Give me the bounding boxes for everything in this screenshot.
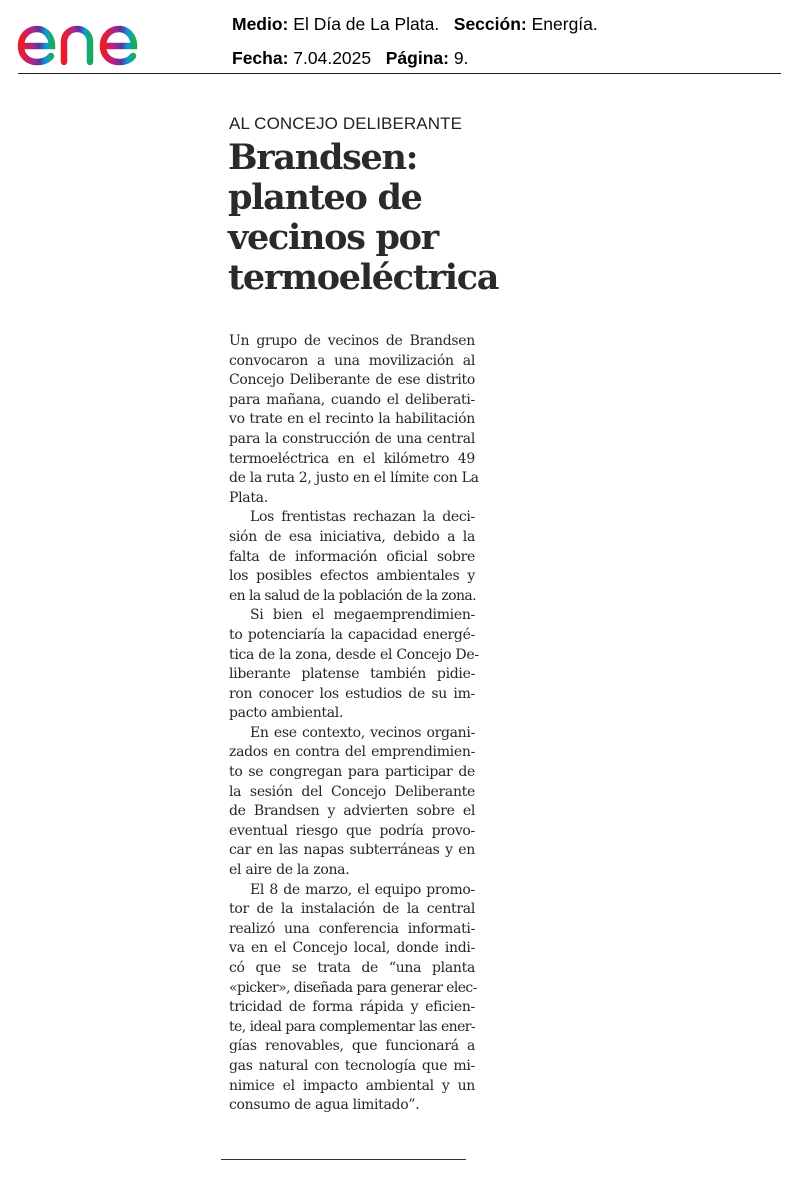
body-line: pacto ambiental. [229, 705, 344, 722]
body-line: Los frentistas rechazan la deci- [250, 509, 475, 526]
body-line: de Brandsen y advierten sobre el [229, 803, 475, 820]
pagina-value: 9. [453, 48, 469, 68]
body-line: gas natural con tecnología que mi- [229, 1057, 475, 1074]
body-line: de la ruta 2, justo en el límite con La [229, 470, 479, 487]
body-line: Plata. [229, 489, 268, 506]
body-line: Si bien el megaemprendimien- [250, 607, 475, 624]
article-end-rule [221, 1159, 466, 1160]
body-line: tricidad de forma rápida y eficien- [229, 999, 475, 1016]
body-line: tor de la instalación de la central [229, 901, 475, 918]
body-line: falta de información oficial sobre [229, 548, 475, 565]
body-line: sión de esa iniciativa, debido a la [229, 528, 475, 545]
body-line: gías renovables, que funcionará a [229, 1038, 475, 1055]
body-line: car en las napas subterráneas y en [229, 842, 475, 859]
body-line: zados en contra del emprendimien- [229, 744, 475, 761]
headline-line: Brandsen: [228, 137, 418, 178]
body-line: vo trate en el recinto la habilitación [229, 411, 475, 428]
fecha-value: 7.04.2025 [293, 48, 372, 68]
body-line: el aire de la zona. [229, 862, 350, 879]
body-line: Concejo Deliberante de ese distrito [229, 372, 475, 389]
body-line: convocaron a una movilización al [229, 352, 475, 369]
enel-logo [16, 6, 172, 70]
body-line: En ese contexto, vecinos organi- [250, 724, 475, 741]
body-line: có que se trata de “una planta [229, 960, 475, 976]
pagina-label: Página: [385, 48, 449, 68]
body-line: nimice el impacto ambiental y un [229, 1077, 475, 1094]
medio-value: El Día de La Plata. [293, 14, 440, 34]
body-line: te, ideal para complementar las ener- [229, 1018, 475, 1035]
body-line: realizó una conferencia informati- [229, 920, 475, 937]
header-divider [18, 73, 781, 74]
headline-line: vecinos por [228, 217, 438, 258]
seccion-value: Energía. [531, 14, 598, 34]
body-line: El 8 de marzo, el equipo promo- [250, 881, 475, 898]
body-line: to potenciaría la capacidad energé- [229, 626, 475, 643]
seccion-label: Sección: [453, 14, 527, 34]
body-line: en la salud de la población de la zona. [229, 587, 477, 604]
body-line: consumo de agua limitado”. [229, 1097, 420, 1114]
meta-line-2 [232, 48, 468, 69]
body-line: para la construcción de una central [229, 430, 475, 447]
body-line: los posibles efectos ambientales y [229, 568, 475, 585]
headline-line: planteo de [228, 177, 422, 218]
body-line: la sesión del Concejo Deliberante [229, 783, 475, 800]
body-line: to se congregan para participar de [229, 764, 475, 781]
body-line: va en el Concejo local, donde indi- [229, 940, 475, 957]
body-line: «picker», diseñada para generar elec- [229, 979, 477, 996]
body-line: Un grupo de vecinos de Brandsen [229, 333, 475, 349]
article-kicker: AL CONCEJO DELIBERANTE [229, 114, 463, 133]
article-body [229, 332, 479, 1116]
body-line: ron conocer los estudios de su im- [229, 685, 475, 702]
body-line: termoeléctrica en el kilómetro 49 [229, 450, 475, 467]
headline-line: termoeléctrica [228, 257, 499, 298]
article-headline [228, 137, 499, 298]
meta-line-1 [232, 14, 598, 35]
body-line: para mañana, cuando el deliberati- [229, 391, 475, 408]
fecha-label: Fecha: [232, 48, 289, 68]
body-line: eventual riesgo que podría provo- [229, 822, 475, 839]
body-line: liberante platense también pidie- [229, 666, 475, 683]
medio-label: Medio: [232, 14, 289, 34]
body-line: tica de la zona, desde el Concejo De- [229, 646, 479, 663]
